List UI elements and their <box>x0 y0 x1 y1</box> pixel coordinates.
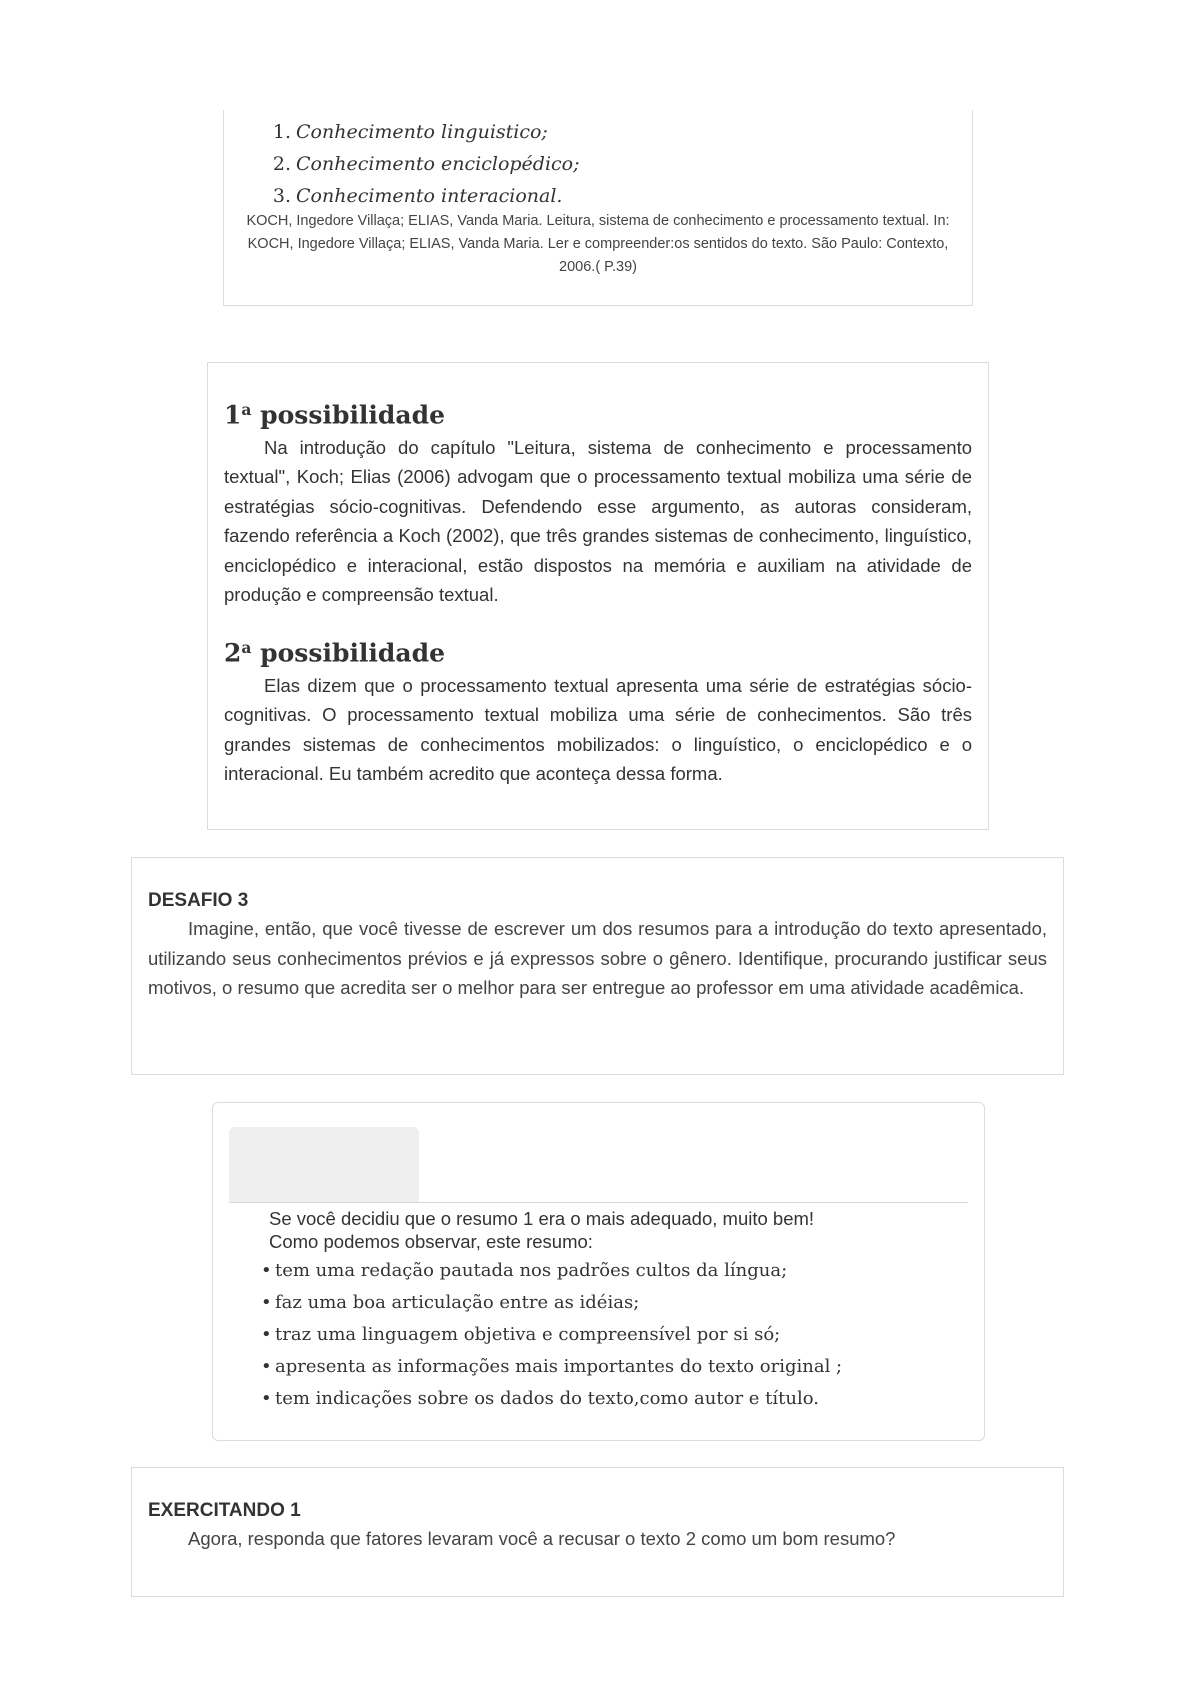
knowledge-list <box>269 116 580 212</box>
challenge-heading: DESAFIO 3 <box>148 890 249 911</box>
challenge-box <box>131 857 1064 1075</box>
second-possibility-title: 2$^a$ possibilidade <box>224 638 445 668</box>
list-item: 1. Conhecimento linguistico; <box>272 121 548 143</box>
possibilities-box <box>207 362 989 830</box>
first-possibility-text: Na introdução do capítulo "Leitura, sistema de conhecimento e processamento textual", Koch; Elias (2006) advogam que o processamento textual mobiliza uma série de estratégias sócio-cognitivas. Defendendo esse argumento, as autoras consideram, fazendo referência a Koch (2002), que três grandes sistemas de conhecimento, linguístico, enciclopédico e interacional, estão dispostos na memória e auxiliam na atividade de produção e compreensão textual. <box>224 436 972 606</box>
list-item: 3. Conhecimento interacional. <box>272 185 563 207</box>
list-item: • apresenta as informações mais importantes do texto original ; <box>261 1356 843 1377</box>
citation-box <box>223 110 973 306</box>
list-item: • tem uma redação pautada nos padrões cultos da língua; <box>261 1260 788 1281</box>
exercise-box <box>131 1467 1064 1597</box>
first-possibility-title: 1$^a$ possibilidade <box>224 400 445 430</box>
list-item: • traz uma linguagem objetiva e compreensível por si só; <box>261 1324 781 1345</box>
second-possibility-text: Elas dizem que o processamento textual apresenta uma série de estratégias sócio-cognitivas. O processamento textual mobiliza uma série de conhecimentos. São três grandes sistemas de conhecimentos mobilizados: o linguístico, o enciclopédico e o interacional. Eu também acredito que aconteça dessa forma. <box>224 674 972 785</box>
divider <box>229 1202 968 1203</box>
exercise-heading: EXERCITANDO 1 <box>148 1500 301 1521</box>
exercise-text: Agora, responda que fatores levaram você a recusar o texto 2 como um bom resumo? <box>188 1528 896 1549</box>
list-item: • faz uma boa articulação entre as idéias; <box>261 1292 640 1313</box>
bibliographic-reference: KOCH, Ingedore Villaça; ELIAS, Vanda Maria. Leitura, sistema de conhecimento e processamento textual. In: KOCH, Ingedore Villaça; ELIAS, Vanda Maria. Ler e compreender:os sentidos do texto. São Paulo: Contexto, 2006.( P.39) <box>246 213 950 275</box>
feedback-list <box>261 1255 842 1415</box>
list-item: • tem indicações sobre os dados do texto,como autor e título. <box>261 1388 819 1409</box>
feedback-intro: Se você decidiu que o resumo 1 era o mais adequado, muito bem! Como podemos observar, este resumo: <box>269 1208 815 1252</box>
second-possibility <box>224 631 972 789</box>
feedback-box <box>212 1102 985 1441</box>
tab-placeholder <box>229 1127 419 1202</box>
list-item: 2. Conhecimento enciclopédico; <box>272 153 580 175</box>
challenge-text: Imagine, então, que você tivesse de escrever um dos resumos para a introdução do texto apresentado, utilizando seus conhecimentos prévios e já expressos sobre o gênero. Identifique, procurando justificar seus motivos, o resumo que acredita ser o melhor para ser entregue ao professor em uma atividade acadêmica. <box>148 918 1047 999</box>
first-possibility <box>224 393 972 610</box>
